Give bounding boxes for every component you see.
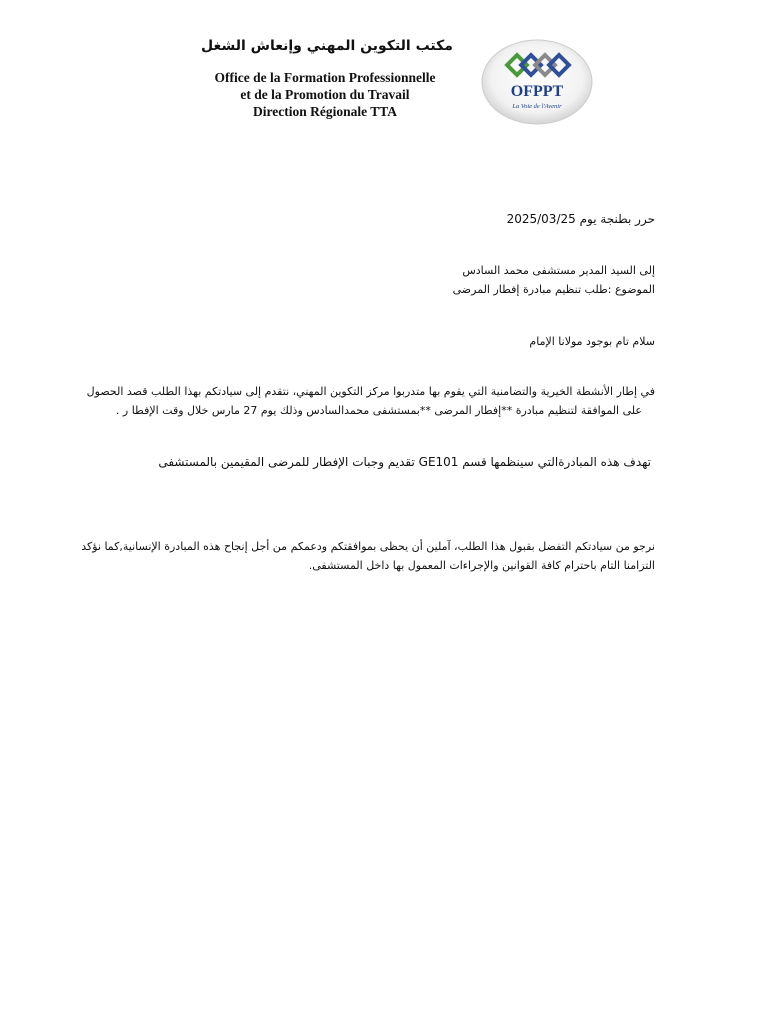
greeting-line: سلام تام بوجود مولانا الإمام (529, 335, 655, 348)
header-french-block (190, 69, 460, 120)
logo-tagline: La Voie de l'Avenir (512, 103, 562, 110)
paragraph-2: تهدف هذه المبادرةالتي سينظمها قسم GE101 تقديم وجبات الإفطار للمرضى المقيمين بالمستشفى (158, 455, 651, 469)
header-fr-line-2: et de la Promotion du Travail (240, 87, 410, 102)
recipient-line: إلى السيد المدير مستشفى محمد السادس (462, 264, 655, 277)
ofppt-logo (480, 38, 594, 126)
paragraph-3-line-1: نرجو من سيادتكم التفضل بقبول هذا الطلب، آملين أن يحظى بموافقتكم ودعمكم من أجل إنجاح هذه المبادرة الإنسانية,كما نؤكد (81, 540, 655, 553)
paragraph-1-line-2: على الموافقة لتنظيم مبادرة **إفطار المرضى **بمستشفى محمدالسادس وذلك يوم 27 مارس خلال وقت الإفطا ر . (115, 404, 642, 417)
subject-line: الموضوع :طلب تنظيم مبادرة إفطار المرضى (452, 283, 655, 296)
date-line: حرر بطنجة يوم 2025/03/25 (506, 212, 655, 226)
header-arabic-title: مكتب التكوين المهني وإنعاش الشغل (201, 38, 453, 54)
paragraph-3-line-2: التزامنا التام باحترام كافة القوانين والإجراءات المعمول بها داخل المستشفى. (308, 559, 655, 572)
logo-name: OFPPT (510, 83, 564, 100)
paragraph-1-line-1: في إطار الأنشطة الخيرية والتضامنية التي يقوم بها متدربوا مركز التكوين المهني، نتقدم إلى سيادتكم بهذا الطلب قصد الحصول (86, 385, 655, 398)
ofppt-logo-icon (480, 38, 594, 126)
header-fr-line-3: Direction Régionale TTA (253, 104, 397, 119)
header-fr-line-1: Office de la Formation Professionnelle (214, 70, 436, 85)
